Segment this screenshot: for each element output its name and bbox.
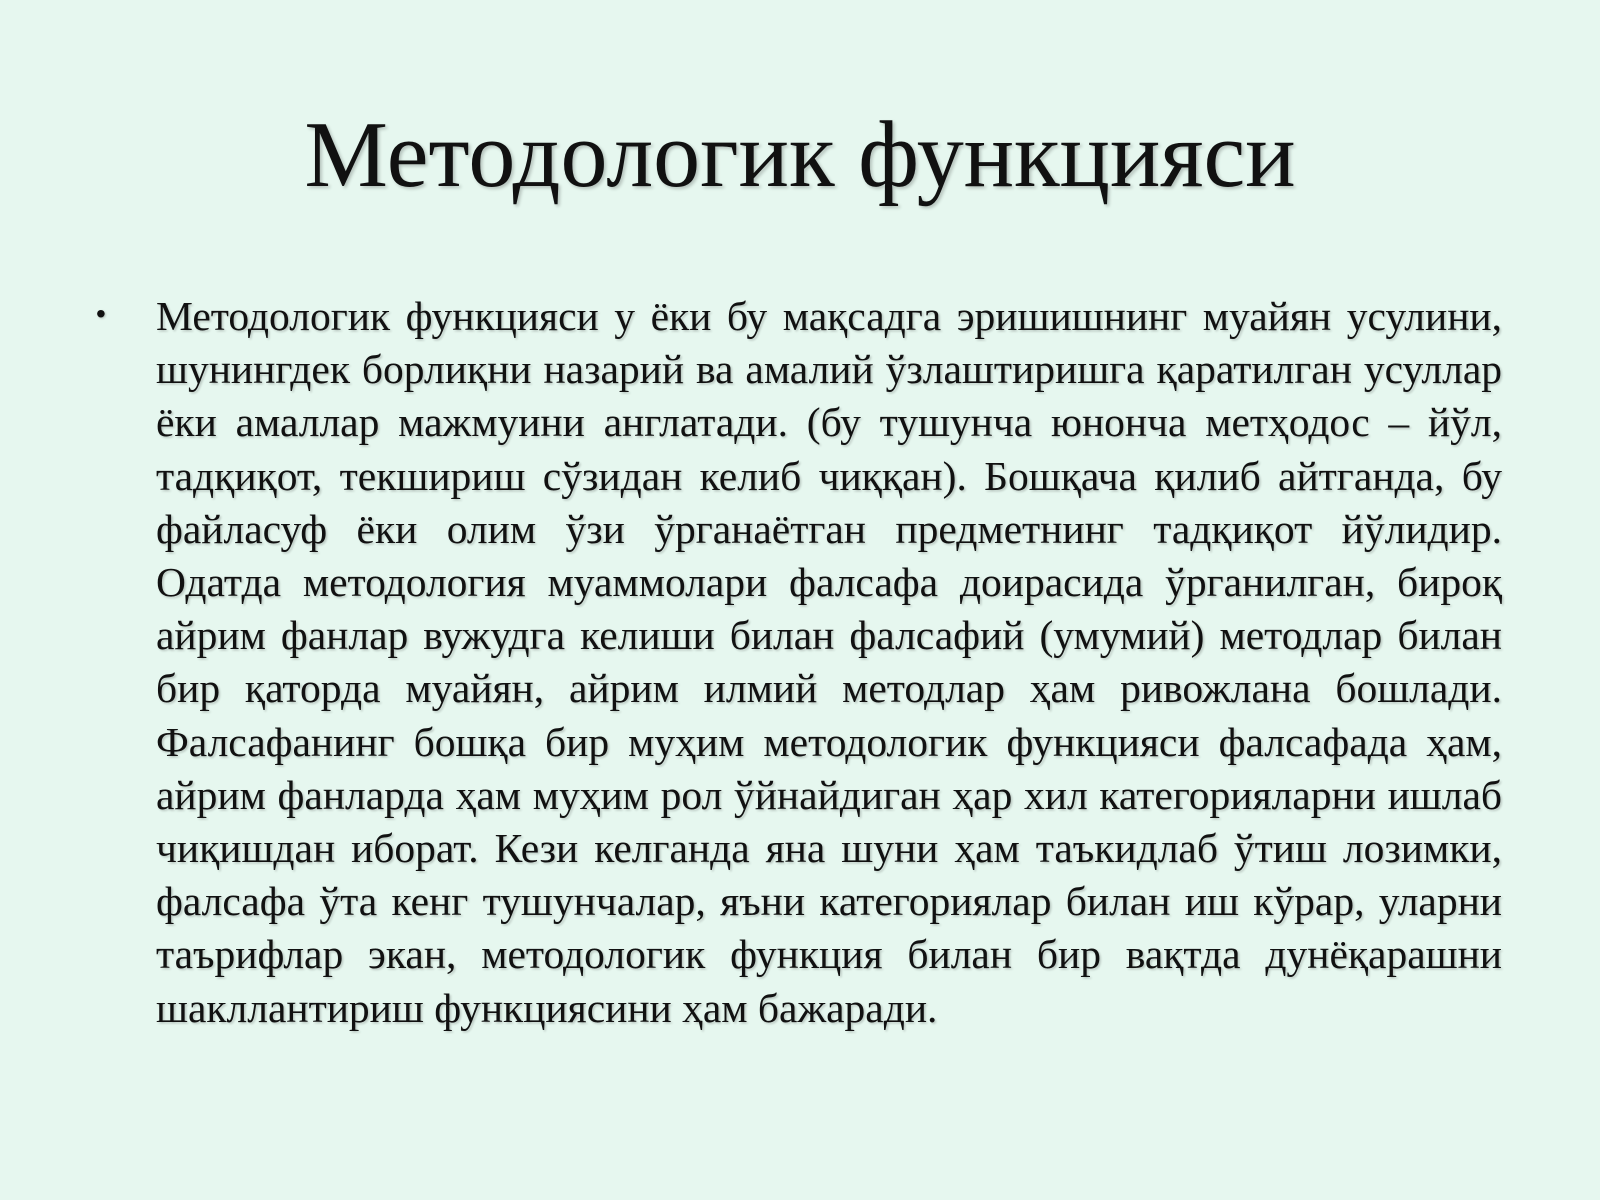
bullet-marker: • (96, 298, 106, 329)
bullet-item (96, 290, 1502, 1035)
bullet-list (96, 290, 1502, 1035)
slide-title: Методологик функцияси (304, 103, 1296, 207)
bullet-text: Методологик функцияси у ёки бу мақсадга эришишнинг муайян усулини, шунингдек борлиқни назарий ва амалий ўзлаштиришга қаратилган усуллар ёки амаллар мажмуини англатади. (бу тушунча юнонча метҳодос – йўл, тадқиқот, текшириш сўзидан келиб чиққан). Бошқача қилиб айтганда, бу файласуф ёки олим ўзи ўрганаётган предметнинг тадқиқот йўлидир. Одатда методология муаммолари фалсафа доирасида ўрганилган, бироқ айрим фанлар вужудга келиши билан фалсафий (умумий) методлар билан бир қаторда муайян, айрим илмий методлар ҳам ривожлана бошлади. Фалсафанинг бошқа бир муҳим методологик функцияси фалсафада ҳам, айрим фанларда ҳам муҳим рол ўйнайдиган ҳар хил категорияларни ишлаб чиқишдан иборат. Кези келганда яна шуни ҳам таъкидлаб ўтиш лозимки, фалсафа ўта кенг тушунчалар, яъни категориялар билан иш кўрар, уларни таърифлар экан, методологик функция билан бир вақтда дунёқарашни шакллантириш функциясини ҳам бажаради. (156, 293, 1502, 1031)
